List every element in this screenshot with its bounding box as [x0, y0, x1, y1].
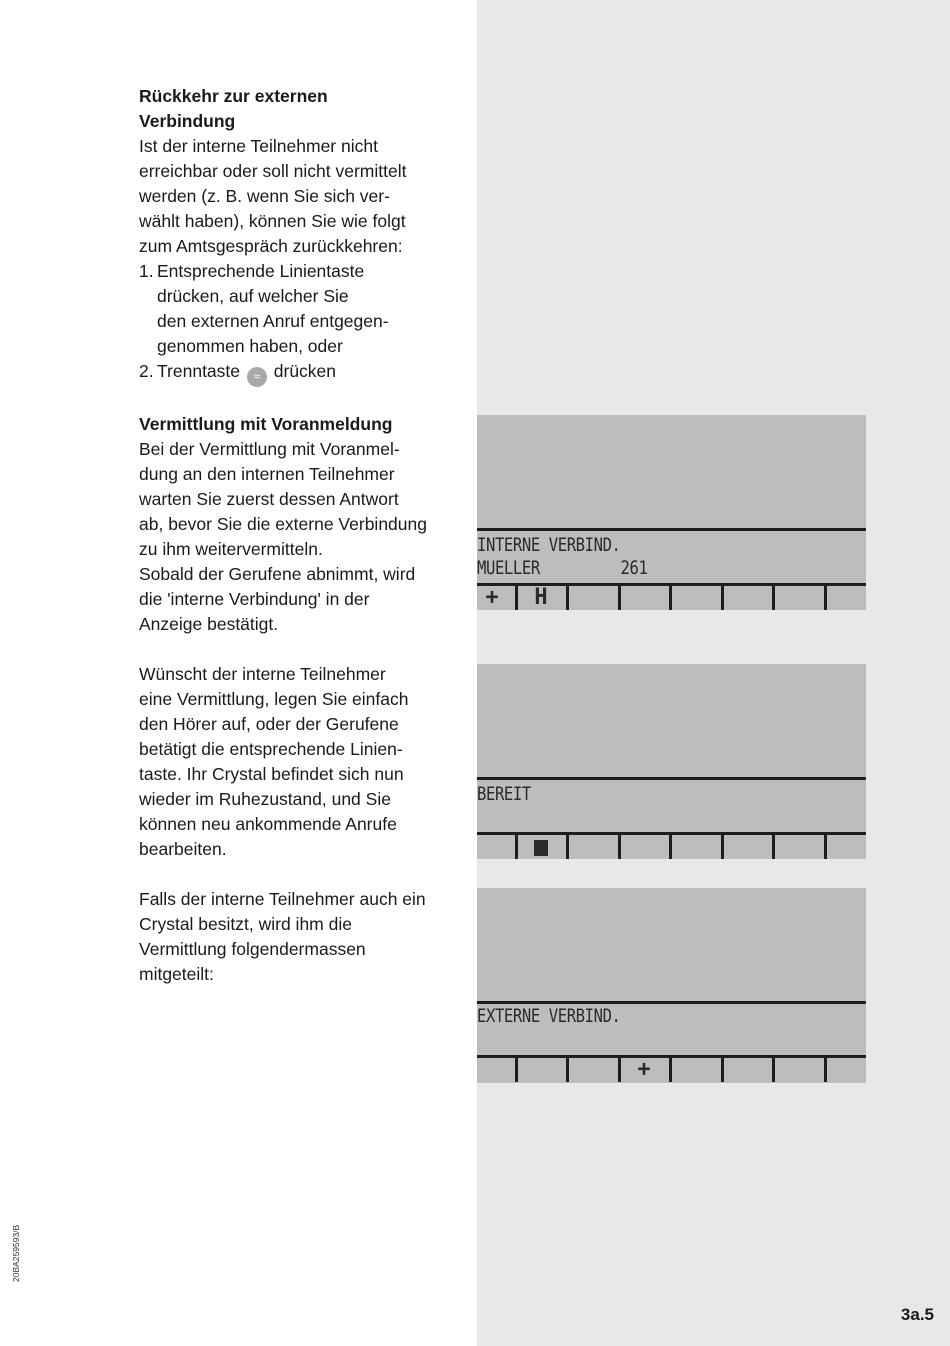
display-divider — [477, 528, 866, 531]
paragraph-line: Ist der interne Teilnehmer nicht — [139, 136, 378, 156]
display-line: INTERNE VERBIND. — [477, 534, 621, 556]
list-text — [157, 359, 336, 387]
paragraph-line: Bei der Vermittlung mit Voranmel- — [139, 439, 400, 459]
softkey-row — [477, 586, 866, 610]
list-text: den externen Anruf entgegen- — [157, 311, 389, 331]
paragraph-line: taste. Ihr Crystal befindet sich nun — [139, 764, 404, 784]
list-number: 2. — [139, 361, 154, 381]
list-item — [139, 309, 459, 334]
paragraph-line: die 'interne Verbindung' in der — [139, 589, 370, 609]
list-item — [139, 359, 459, 387]
display-line: MUELLER 261 — [477, 557, 648, 579]
paragraph-line: Vermittlung folgendermassen — [139, 939, 366, 959]
display-line: EXTERNE VERBIND. — [477, 1005, 621, 1027]
text-column — [139, 84, 459, 987]
paragraph-line: eine Vermittlung, legen Sie einfach — [139, 689, 409, 709]
section-heading: Rückkehr zur externen — [139, 86, 328, 106]
list-item — [139, 259, 459, 284]
paragraph-line: zu ihm weitervermitteln. — [139, 539, 323, 559]
paragraph-line: betätigt die entsprechende Linien- — [139, 739, 403, 759]
paragraph-line: mitgeteilt: — [139, 964, 214, 984]
softkey-row — [477, 1058, 866, 1082]
paragraph-line: warten Sie zuerst dessen Antwort — [139, 489, 399, 509]
section-heading: Vermittlung mit Voranmeldung — [139, 414, 393, 434]
softkey-plus-symbol: + — [485, 585, 499, 610]
page-number: 3a.5 — [900, 1305, 934, 1324]
paragraph-line: wählt haben), können Sie wie folgt — [139, 211, 406, 231]
paragraph-line: Crystal besitzt, wird ihm die — [139, 914, 352, 934]
paragraph-line: Sobald der Gerufene abnimmt, wird — [139, 564, 416, 584]
list-item — [139, 334, 459, 359]
display-divider — [477, 777, 866, 780]
list-number: 1. — [139, 261, 154, 281]
section-heading: Verbindung — [139, 111, 236, 131]
disconnect-key-icon: ≈ — [247, 367, 267, 387]
list-item — [139, 284, 459, 309]
list-text: Entsprechende Linientaste — [157, 261, 365, 281]
paragraph-line: werden (z. B. wenn Sie sich ver- — [139, 186, 390, 206]
paragraph-line: können neu ankommende Anrufe — [139, 814, 397, 834]
display-line: BEREIT — [477, 783, 531, 805]
phone-display-externe — [477, 888, 866, 1083]
phone-display-bereit — [477, 664, 866, 859]
paragraph-line: zum Amtsgespräch zurückkehren: — [139, 236, 403, 256]
paragraph-line: Falls der interne Teilnehmer auch ein — [139, 889, 426, 909]
softkey-h-symbol: H — [534, 585, 548, 610]
paragraph-line: ab, bevor Sie die externe Verbindung — [139, 514, 427, 534]
softkey-plus-symbol: + — [637, 1057, 651, 1082]
paragraph-line: dung an den internen Teilnehmer — [139, 464, 395, 484]
list-text-after: drücken — [273, 361, 337, 381]
list-text: genommen haben, oder — [157, 336, 343, 356]
phone-display-interne — [477, 415, 866, 610]
document-code: 20BA259593/B — [11, 1224, 21, 1282]
list-text-before: Trenntaste — [157, 361, 241, 381]
paragraph-line: wieder im Ruhezustand, und Sie — [139, 789, 391, 809]
paragraph-line: Anzeige bestätigt. — [139, 614, 279, 634]
paragraph-line: den Hörer auf, oder der Gerufene — [139, 714, 399, 734]
paragraph-line: bearbeiten. — [139, 839, 227, 859]
softkey-row — [477, 835, 866, 859]
list-text: drücken, auf welcher Sie — [157, 286, 349, 306]
paragraph-line: Wünscht der interne Teilnehmer — [139, 664, 386, 684]
paragraph-line: erreichbar oder soll nicht vermittelt — [139, 161, 407, 181]
softkey-block-icon — [534, 840, 548, 856]
